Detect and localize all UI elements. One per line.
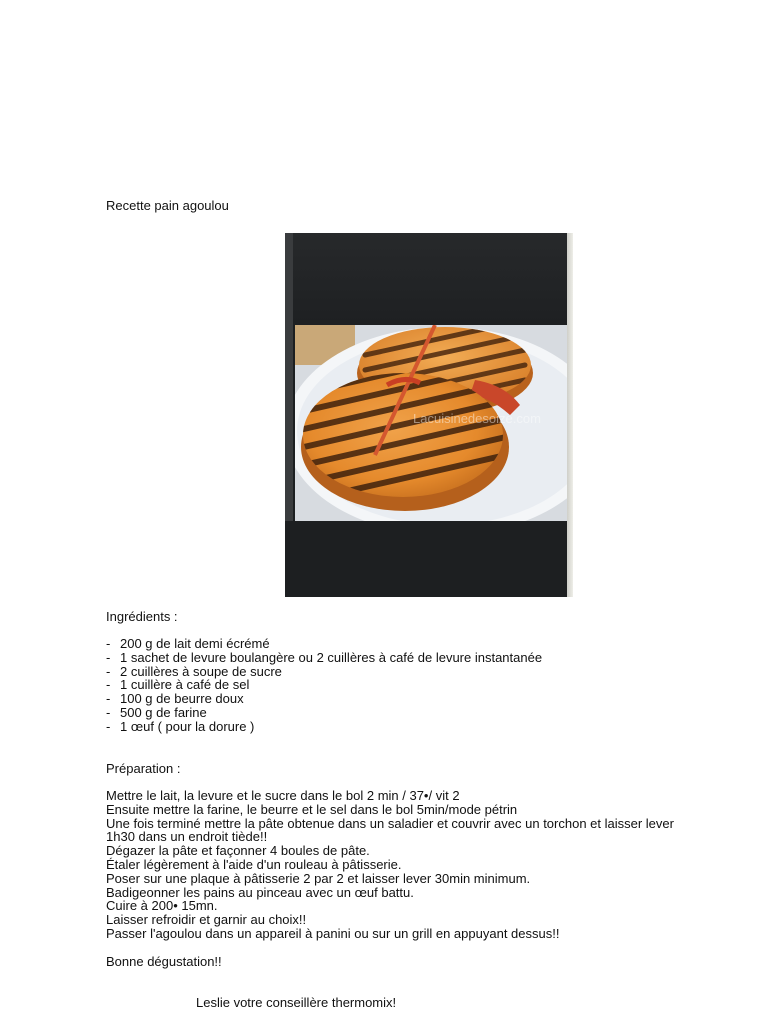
ingredient-item: - 1 œuf ( pour la dorure ) <box>106 720 706 734</box>
preparation-step: Laisser refroidir et garnir au choix!! <box>106 912 307 928</box>
preparation-step: Une fois terminé mettre la pâte obtenue dans un saladier et couvrir avec un torchon et laisser lever 1h30 dans un endroit tiède!! <box>106 815 674 845</box>
ingredient-item: - 100 g de beurre doux <box>106 692 706 706</box>
preparation-step: Ensuite mettre la farine, le beurre et le sel dans le bol 5min/mode pétrin <box>106 801 518 817</box>
signature: Leslie votre conseillère thermomix! <box>196 995 397 1010</box>
preparation-step: Badigeonner les pains au pinceau avec un œuf battu. <box>106 884 414 900</box>
preparation-step: Cuire à 200• 15mn. <box>106 898 218 914</box>
ingredients-heading: Ingrédients : <box>106 609 178 624</box>
ingredient-item: - 200 g de lait demi écrémé <box>106 637 706 651</box>
photo-dark-background <box>285 233 573 325</box>
ingredient-item: - 1 cuillère à café de sel <box>106 678 706 692</box>
closing-line: Bonne dégustation!! <box>106 954 222 969</box>
preparation-heading: Préparation : <box>106 761 181 776</box>
preparation-step: Étaler légèrement à l'aide d'un rouleau à pâtisserie. <box>106 856 402 872</box>
photo-right-edge <box>567 233 573 597</box>
ingredients-list <box>106 637 706 734</box>
ingredient-item: - 1 sachet de levure boulangère ou 2 cuillères à café de levure instantanée <box>106 651 706 665</box>
recipe-title: Recette pain agoulou <box>106 198 229 213</box>
ingredient-item: - 500 g de farine <box>106 706 706 720</box>
agoulou-photo <box>285 233 573 597</box>
preparation-step: Poser sur une plaque à pâtisserie 2 par 2 et laisser lever 30min minimum. <box>106 870 531 886</box>
preparation-step: Dégazer la pâte et façonner 4 boules de pâte. <box>106 843 370 859</box>
preparation-step: Passer l'agoulou dans un appareil à panini ou sur un grill en appuyant dessus!! <box>106 925 560 941</box>
preparation-steps <box>106 789 676 941</box>
panini-sandwich-image <box>295 325 567 521</box>
photo-dark-bottom <box>285 521 573 597</box>
ingredient-item: - 2 cuillères à soupe de sucre <box>106 665 706 679</box>
preparation-step: Mettre le lait, la levure et le sucre dans le bol 2 min / 37•/ vit 2 <box>106 788 460 803</box>
photo-watermark: Lacuisinedesoize.com <box>413 411 541 426</box>
